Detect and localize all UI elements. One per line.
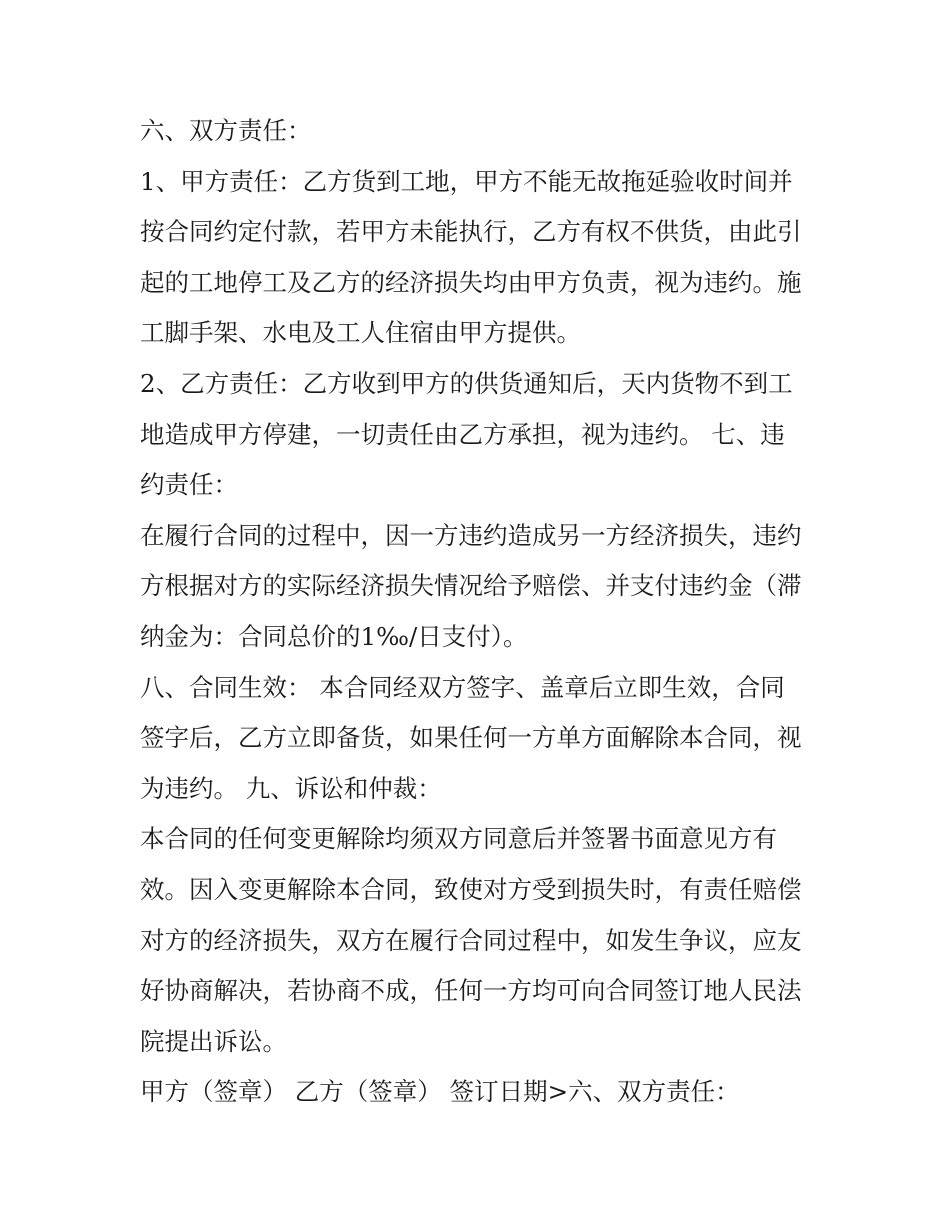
dispute-text-line-3: 对方的经济损失，双方在履行合同过程中，如发生争议，应友 (140, 925, 802, 955)
signature-line: 甲方（签章） 乙方（签章） 签订日期>六、双方责任： (140, 1077, 740, 1107)
effectiveness-line-1: 八、合同生效： 本合同经双方签字、盖章后立即生效，合同 (140, 672, 785, 702)
dispute-text-line-2: 效。因入变更解除本合同，致使对方受到损失时，有责任赔偿 (140, 874, 802, 904)
clause-party-a-line-2: 按合同约定付款，若甲方未能执行，乙方有权不供货，由此引 (140, 217, 802, 247)
dispute-text-line-1: 本合同的任何变更解除均须双方同意后并签署书面意见方有 (140, 824, 777, 854)
clause-party-a-line-4: 工脚手架、水电及工人住宿由甲方提供。 (140, 318, 581, 348)
breach-text-line-2: 方根据对方的实际经济损失情况给予赔偿、并支付违约金（滞 (140, 571, 802, 601)
effectiveness-line-2: 签字后，乙方立即备货，如果任何一方单方面解除本合同，视 (140, 723, 802, 753)
document-body (140, 106, 820, 1118)
effectiveness-line-3: 为违约。 九、诉讼和仲裁： (140, 773, 442, 803)
clause-party-b-line-1: 2、乙方责任：乙方收到甲方的供货通知后，天内货物不到工 (140, 368, 793, 398)
breach-text-line-3: 纳金为：合同总价的1‰/日支付）。 (140, 621, 528, 651)
dispute-text-line-5: 院提出诉讼。 (140, 1026, 287, 1056)
clause-party-b-line-2: 地造成甲方停建，一切责任由乙方承担，视为违约。 七、违 (140, 419, 785, 449)
breach-text-line-1: 在履行合同的过程中，因一方违约造成另一方经济损失，违约 (140, 520, 802, 550)
clause-party-a-line-1: 1、甲方责任：乙方货到工地，甲方不能无故拖延验收时间并 (140, 166, 793, 196)
section-heading-responsibilities: 六、双方责任： (140, 116, 312, 145)
dispute-text-line-4: 好协商解决，若协商不成，任何一方均可向合同签订地人民法 (140, 976, 802, 1006)
section-heading-breach: 约责任： (140, 470, 238, 500)
clause-party-a-line-3: 起的工地停工及乙方的经济损失均由甲方负责，视为违约。施 (140, 267, 802, 297)
